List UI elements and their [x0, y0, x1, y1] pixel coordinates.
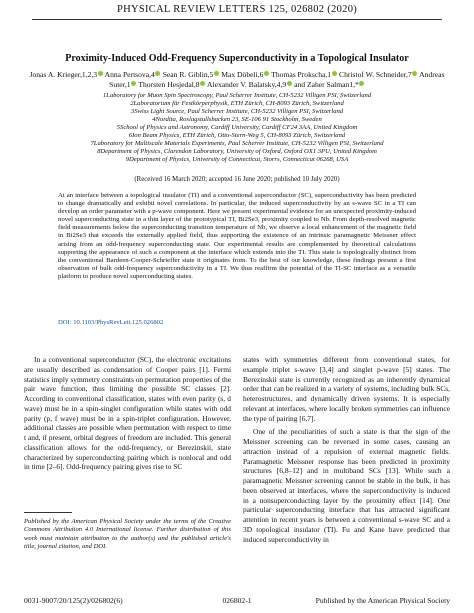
affiliation: 1Laboratory for Muon Spin Spectroscopy, Paul Scherrer Institute, CH-5232 Villigen PSI, Switzerland: [102, 92, 372, 99]
footer-issn: 0031-9007/20/125(2)/026802(6): [24, 596, 123, 605]
author[interactable]: Max Döbeli,6: [221, 70, 264, 79]
author-list: [28, 70, 446, 89]
affiliation: 2Laboratorium für Festkörperphysik, ETH Zürich, CH-8093 Zürich, Switzerland: [130, 100, 344, 107]
author[interactable]: Sean R. Giblin,5: [162, 70, 214, 79]
orcid-icon[interactable]: [155, 71, 160, 76]
author[interactable]: Thomas Prokscha,1: [271, 70, 332, 79]
affiliation: 8Department of Physics, Clarendon Laboratory, University of Oxford, Oxford OX1 3PU, United Kingdom: [97, 148, 377, 155]
orcid-icon[interactable]: [214, 71, 219, 76]
body-paragraph: states with symmetries different from conventional states, for example triplet s-wave [3,4] and singlet p-wave [5] states. The Berezinskii state is currently recognized as an inherently dynamical order that can be realized in a variety of systems, including bulk SCs, heterostructures, and dynamically driven systems. It is especially relevant at interfaces, where locally broken symmetries can influence the type of pairing [6,7].: [243, 355, 450, 423]
orcid-icon[interactable]: [287, 81, 292, 86]
article-title: Proximity-Induced Odd-Frequency Superconductivity in a Topological Insulator: [65, 53, 409, 64]
body-column-left: [24, 355, 231, 472]
license-footnote: Published by the American Physical Society under the terms of the Creative Commons Attribution 4.0 International license. Further distribution of this work must maintain attribution to the author(s) and the published article's title, journal citation, and DOI.: [24, 518, 231, 551]
orcid-icon[interactable]: [359, 81, 364, 86]
affiliation: 3Swiss Light Source, Paul Scherrer Institute, CH-5232 Villigen PSI, Switzerland: [130, 108, 344, 115]
doi-link[interactable]: DOI: 10.1103/PhysRevLett.125.026802: [58, 319, 164, 326]
abstract: At an interface between a topological insulator (TI) and a conventional superconductor (SC), superconductivity has been predicted to change dramatically and exhibit novel correlations. In particular, the induced superconductivity by an s-wave SC in a TI can develop an order parameter with a p-wave component. Here we present experimental evidence for an unexpected proximity-induced novel superconducting state in a thin layer of the prototypical TI, Bi2Se3, proximity coupled to Nb. From depth-resolved magnetic field measurements below the superconducting transition temperature of Nb, we observe a local enhancement of the magnetic field in Bi2Se3 that exceeds the externally applied field, thus supporting the existence of an intrinsic paramagnetic Meissner effect arising from an odd-frequency superconducting state. Our experimental results are complemented by theoretical calculations supporting the appearance of such a component at the interface which extends into the TI. This state is topologically distinct from the conventional Bardeen-Cooper-Schrieffer state it originates from. To the best of our knowledge, these findings present a first observation of bulk odd-frequency superconductivity in a TI. We thus reaffirm the potential of the TI-SC interface as a versatile platform to produce novel superconducting states.: [58, 192, 416, 280]
author[interactable]: Jonas A. Krieger,1,2,3: [29, 70, 98, 79]
author[interactable]: Thorsten Hesjedal,8: [138, 79, 200, 89]
footer-publisher: Published by the American Physical Society: [315, 596, 450, 605]
received-dates: (Received 16 March 2020; accepted 16 June 2020; published 10 July 2020): [134, 176, 340, 183]
affiliation: 5School of Physics and Astronomy, Cardiff University, Cardiff CF24 3AA, United Kingdom: [116, 124, 358, 131]
author[interactable]: Andreas Suter,1: [109, 70, 445, 89]
affiliation: 9Department of Physics, University of Connecticut, Storrs, Connecticut 06268, USA: [125, 156, 349, 163]
header-rule: [32, 19, 442, 20]
orcid-icon[interactable]: [200, 81, 205, 86]
orcid-icon[interactable]: [98, 71, 103, 76]
body-column-right: [243, 355, 450, 544]
affiliation-list: [24, 92, 450, 164]
footnote-rule: [24, 512, 72, 513]
footer-page-number: 026802-1: [222, 596, 252, 605]
orcid-icon[interactable]: [264, 71, 269, 76]
affiliation: 7Laboratory for Multiscale Materials Experiments, Paul Scherrer Institute, CH-5232 Villigen PSI, Switzerland: [90, 140, 384, 147]
author[interactable]: and Zaher Salman1,*: [294, 79, 359, 89]
orcid-icon[interactable]: [412, 71, 417, 76]
orcid-icon[interactable]: [332, 71, 337, 76]
affiliation: 6Ion Beam Physics, ETH Zürich, Otto-Stern-Weg 5, CH-8093 Zürich, Switzerland: [128, 132, 346, 139]
affiliation: 4Nordita, Roslagstullsbacken 23, SE-106 91 Stockholm, Sweden: [152, 116, 322, 123]
body-paragraph: One of the peculiarities of such a state is that the sign of the Meissner screening can be reversed in some cases, causing an attraction instead of a repulsion of external magnetic fields. Paramagnetic Meissner response has been predicted in proximity structures [6,8–12] and in multiband SCs [13]. While such a paramagnetic Meissner screening cannot be stable in the bulk, it has been observed at interfaces, where the superconductivity is induced in a nonsuperconducting layer by the proximity effect [14]. One particular superconducting interface that has attracted significant attention in recent years is between a conventional s-wave SC and a 3D topological insulator (TI). Fu and Kane have predicted that induced superconductivity in: [243, 427, 450, 544]
orcid-icon[interactable]: [131, 81, 136, 86]
journal-header: PHYSICAL REVIEW LETTERS 125, 026802 (2020): [116, 4, 358, 15]
body-paragraph: In a conventional superconductor (SC), the electronic excitations are usually described as condensation of Cooper pairs [1]. Fermi statistics imply symmetry constraints on permutation properties of the pair wave function, thus limiting the possible SC classes [2]. According to conventional classification, states with even parity (s, d wave) must be in a spin-singlet configuration while states with odd parity (p, f wave) must be in a spin-triplet configuration. However, additional classes are possible when permutation with respect to time t and, if present, orbital degrees of freedom are included. This general classification allows for the odd-frequency, or Berezinskii, state characterized by superconducting pairing which is nonlocal and odd in time [2–6]. Odd-frequency pairing gives rise to SC: [24, 355, 231, 472]
author[interactable]: Alexander V. Balatsky,4,9: [207, 79, 287, 89]
author[interactable]: Christof W. Schneider,7: [339, 70, 412, 79]
author[interactable]: Anna Pertsova,4: [104, 70, 155, 79]
